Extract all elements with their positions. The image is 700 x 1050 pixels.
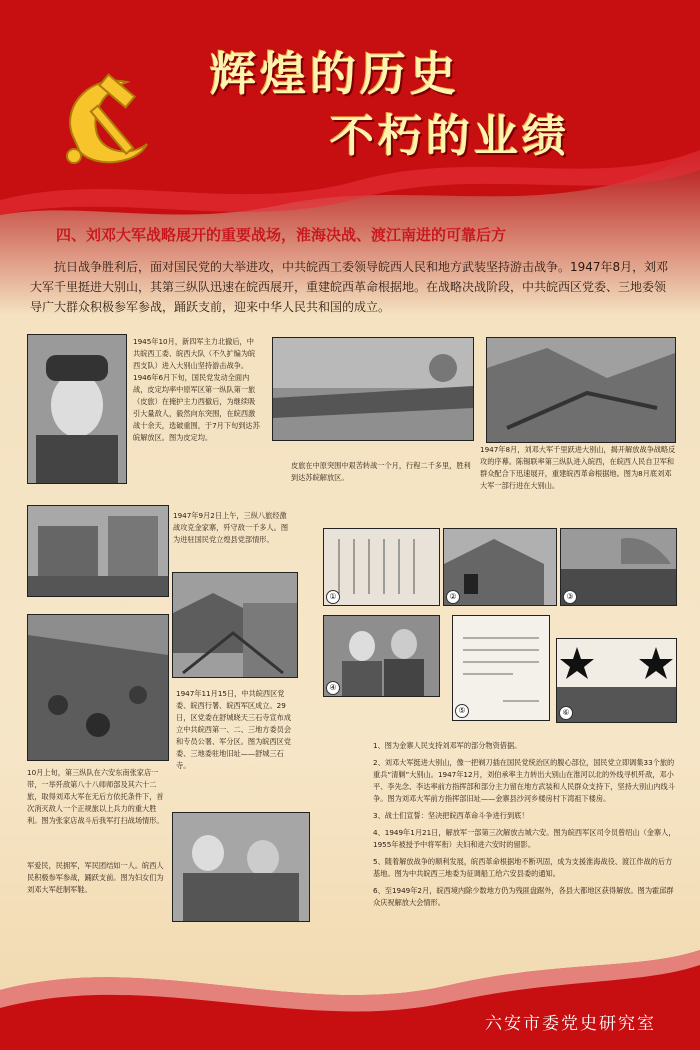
- numbered-caption-6: 6、至1949年2月，皖西境内除少数地方仍为残匪盘踞外，各县大都地区获得解放。图为霍邱群众庆祝解放大会情形。: [373, 886, 674, 907]
- mountain-caption: 1947年8月，刘邓大军千里跃进大别山，揭开解放战争战略反攻的序幕。陈锡联率第三纵队进入皖西，在皖西人民自卫军和群众配合下迅速展开，重建皖西革命根据地。图为8月底刘邓大军一部行进在大别山。: [480, 445, 676, 490]
- numbered-photo-2: [443, 528, 557, 606]
- photo-number-4: ④: [326, 681, 340, 695]
- town-caption: 1947年9月2日上午，三纵八旅经激战攻克金家寨，歼守敌一千多人。图为进驻国民党立煌县党部情形。: [173, 511, 289, 544]
- battle-photo: [27, 614, 169, 761]
- numbered-photo-4: [323, 615, 440, 697]
- title-line-1: 辉煌的历史: [210, 47, 460, 101]
- battle-caption: 10月上旬，第三纵队在六安东南张家店一带，一举歼敌第八十八师师部及其六十二旅，取得刘邓大军在无后方依托条件下，首次消灭敌人一个正规旅以上兵力的重大胜利。图为张家店战斗后我军打扫战场情形。: [27, 768, 164, 825]
- march-photo: [272, 337, 474, 441]
- footer-organization: 六安市委党史研究室: [485, 1014, 656, 1034]
- photo-number-1: ①: [326, 590, 340, 604]
- town-photo: [27, 505, 169, 597]
- photo-number-5: ⑤: [455, 704, 469, 718]
- numbered-caption-1: 1、图为金寨人民支持刘邓军的部分物资借据。: [373, 741, 522, 750]
- numbered-photo-1: [323, 528, 440, 606]
- title-line-2: 不朽的业绩: [330, 111, 570, 162]
- photo-number-6: ⑥: [559, 706, 573, 720]
- numbered-caption-3: 3、战士们宣誓：坚决把皖西革命斗争进行到底！: [373, 811, 529, 820]
- numbered-photo-3: [560, 528, 677, 606]
- hammer-sickle-icon: [52, 64, 162, 174]
- section-title: 四、刘邓大军战略展开的重要战场，淮海决战、渡江南进的可靠后方: [56, 226, 507, 244]
- village-caption: 1947年11月15日，中共皖西区党委、皖西行署、皖西军区成立。29日，区党委在舒城晓天三石寺宣布成立中共皖西第一、二、三地方委员会和专员公署、军分区。图为皖西区党委、三地委驻地旧址——舒城三石寺。: [176, 689, 292, 770]
- women-caption: 军爱民，民拥军，军民团结如一人。皖西人民积极参军参战，踊跃支前。图为妇女们为刘邓大军赶制军鞋。: [27, 861, 164, 894]
- women-photo: [172, 812, 310, 922]
- numbered-caption-5: 5、随着解放战争的顺利发展，皖西革命根据地不断巩固，成为支援淮海战役、渡江作战的后方基地。图为中共皖西三地委为征调船工给六安县委的通知。: [373, 857, 673, 878]
- intro-paragraph: 抗日战争胜利后，面对国民党的大举进攻，中共皖西工委领导皖西人民和地方武装坚持游击战争。1947年8月，刘邓大军千里挺进大别山，其第三纵队迅速在皖西展开，重建皖西革命根据地。在战略决战阶段，中共皖西区党委、三地委领导广大群众积极参军参战，踊跃支前，迎来中华人民共和国的成立。: [30, 260, 669, 314]
- numbered-caption-4: 4、1949年1月21日，解放军一部第三次解放古城六安。图为皖西军区司令员曾绍山（金寨人，1955年被授予中将军衔）夫妇和进六安时的留影。: [373, 828, 676, 849]
- march-caption: 皮旅在中原突围中艰苦转战一个月，行程二千多里，胜利到达苏皖解放区。: [291, 461, 471, 482]
- photo-number-2: ②: [446, 590, 460, 604]
- portrait-caption: 1945年10月，新四军主力北撤后，中共皖西工委、皖西大队（不久扩编为皖西支队）进入大别山坚持游击战争。1946年6月下旬，国民党发动全面内战，皮定均率中原军区第一纵队第一旅（皮旅）在掩护主力西撤后，为继续吸引大量敌人，毅然向东突围，在皖西激战十余天，选破重围，于7月下旬到达苏皖解放区。图为皮定均。: [133, 337, 260, 442]
- numbered-caption-list: [373, 740, 678, 914]
- photo-number-3: ③: [563, 590, 577, 604]
- numbered-photo-6: [556, 638, 677, 723]
- portrait-photo: [27, 334, 127, 484]
- village-photo: [172, 572, 298, 678]
- mountain-photo: [486, 337, 676, 443]
- numbered-caption-2: 2、刘邓大军挺进大别山，像一把剃刀插在国民党统治区的腹心部位，国民党立即调集33个旅的重兵“清剿”大别山。1947年12月，刘伯承率主力转出大别山在淮河以北的外线寻机歼敌，邓小平、李先念、李达率前方指挥部和部分主力留在地方武装和人民群众支持下，坚持大别山内线斗争。图为刘邓大军前方指挥部旧址——金寨县沙河乡楼房村下湾祖下楼房。: [373, 758, 675, 803]
